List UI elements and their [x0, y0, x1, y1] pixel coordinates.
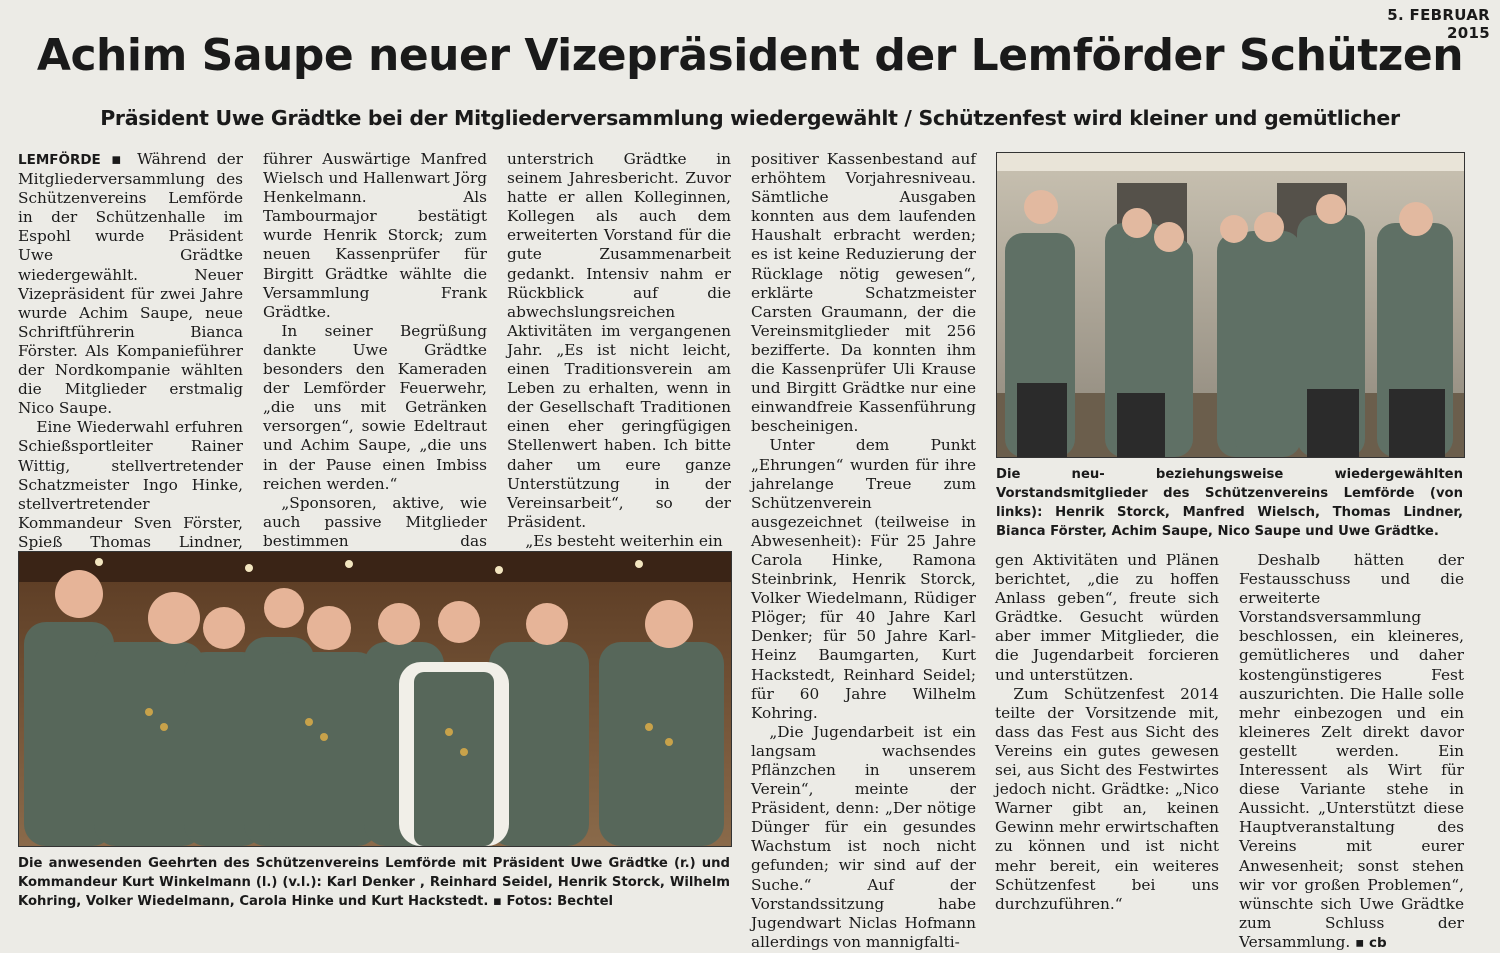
article-column-1 [18, 150, 243, 551]
article-column-3 [507, 150, 731, 550]
photo-credit: ▪ Fotos: Bechtel [492, 894, 614, 909]
honorees-illustration [19, 552, 731, 846]
paragraph: positiver Kassenbestand auf erhöhtem Vorjahresniveau. Sämtliche Ausgaben konnten aus dem laufenden Haushalt erbracht werden; es ist keine Reduzierung der Rücklage nötig gewesen“, erklärte Schatzmeister Carsten Graumann, der die Vereinsmitglieder mit 256 bezifferte. Da konnten ihm die Kassenprüfer Uli Krause und Birgitt Grädtke nur eine einwandfreie Kassenführung bescheinigen. [751, 150, 976, 436]
caption-text: Die anwesenden Geehrten des Schützenvereins Lemförde mit Präsident Uwe Grädtke (r.) und Kommandeur Kurt Winkelmann (l.) (v.l.): Karl Denker , Reinhard Seidel, Henrik Storck, Wilhelm Kohring, Volker Wiedelmann, Carola Hinke und Kurt Hackstedt. [18, 856, 730, 909]
board-members-illustration [997, 153, 1464, 457]
headline: Achim Saupe neuer Vizepräsident der Lemförder Schützen [36, 30, 1464, 81]
paragraph: In seiner Begrüßung dankte Uwe Grädtke besonders den Kameraden der Lemförder Feuerwehr, „die uns mit Getränken versorgen“, sowie Edeltraut und Achim Saupe, „die uns in der Pause einen Imbiss reichen werden.“ [263, 321, 487, 493]
paragraph: Deshalb hätten der Festausschuss und die erweiterte Vorstandsversammlung beschlossen, ein kleineres, gemütlicheres und daher kostengünstigeres Fest auszurichten. Die Halle solle mehr einbezogen und ein kleineres Zelt direkt davor gestellt werden. Ein Interessent als Wirt für diese Variante stehe in Aussicht. „Unterstützt diese Hauptveranstaltung des Vereins mit eurer Anwesenheit; sonst stehen wir vor großen Problemen“, wünschte sich Uwe Grädtke zum Schluss der Versammlung. [1239, 551, 1464, 951]
photo-caption-board: Die neu- beziehungsweise wiedergewählten Vorstandsmitglieder des Schützenvereins Lemförde (von links): Henrik Storck, Manfred Wielsch, Thomas Lindner, Bianca Förster, Achim Saupe, Nico Saupe und Uwe Grädtke. [996, 467, 1463, 539]
paragraph: führer Auswärtige Manfred Wielsch und Hallenwart Jörg Henkelmann. Als Tambourmajor bestätigt wurde Henrik Storck; zum neuen Kassenprüfer für Birgitt Grädtke wählte die Versammlung Frank Grädtke. [263, 150, 487, 321]
subheadline: Präsident Uwe Grädtke bei der Mitgliederversammlung wiedergewählt / Schützenfest wird kleiner und gemütlicher [100, 106, 1400, 130]
paragraph: Unter dem Punkt „Ehrungen“ wurden für ihre jahrelange Treue zum Schützenverein ausgezeichnet (teilweise in Abwesenheit): Für 25 Jahre Carola Hinke, Ramona Steinbrink, Henrik Storck, Volker Wiedelmann, Rüdiger Plöger; für 40 Jahre Karl Denker; für 50 Jahre Karl-Heinz Baumgarten, Kurt Hackstedt, Reinhard Seidel; für 60 Jahre Wilhelm Kohring. [751, 436, 976, 722]
paragraph: Zum Schützenfest 2014 teilte der Vorsitzende mit, dass das Fest aus Sicht des Vereins ein gutes gewesen sei, aus Sicht des Festwirtes jedoch nicht. Grädtke: „Nico Warner gibt an, keinen Gewinn mehr erwirtschaften zu können und ist nicht mehr bereit, ein weiteres Schützenfest bei uns durchzuführen.“ [995, 684, 1219, 913]
date-label: 5. FEBRUAR 2015 [1387, 6, 1490, 42]
paragraph: „Es besteht weiterhin ein [525, 531, 723, 550]
photo-caption-honorees [18, 854, 730, 911]
paragraph: Während der Mitgliederversammlung des Schützenvereins Lemförde in der Schützenhalle im Espohl wurde Präsident Uwe Grädtke wiedergewählt. Neuer Vizepräsident für zwei Jahre wurde Achim Saupe, neue Schriftführerin Bianca Förster. Als Kompanieführer der Nordkompanie wählten die Mitglieder erstmalig Nico Saupe. [18, 150, 243, 418]
article-column-6 [1239, 551, 1464, 951]
paragraph: „Die Jugendarbeit ist ein langsam wachsendes Pflänzchen in unserem Verein“, meinte der Präsident, denn: „Der nötige Dünger für ein gesundes Wachstum ist noch nicht gefunden; wir sind auf der Suche.“ Auf der Vorstandssitzung habe Jugendwart Niclas Hofmann allerdings von mannigfalti- [751, 722, 976, 951]
paragraph: „Sponsoren, aktive, wie auch passive Mitglieder bestimmen das [263, 493, 487, 550]
paragraph: Eine Wiederwahl erfuhren Schießsportleiter Rainer Wittig, stellvertretender Schatzmeister Ingo Hinke, stellvertretender Kommandeur Sven Förster, Spieß Thomas Lindner, [18, 418, 243, 551]
dateline-separator: ▪ [111, 150, 127, 168]
dateline: LEMFÖRDE [18, 152, 101, 168]
photo-board-members [996, 152, 1465, 458]
article-column-2 [263, 150, 487, 550]
author-signature: ▪ cb [1355, 934, 1387, 951]
article-column-5 [995, 551, 1219, 915]
photo-honorees [18, 551, 732, 847]
paragraph: unterstrich Grädtke in seinem Jahresbericht. Zuvor hatte er allen Kolleginnen, Kollegen als auch dem erweiterten Vorstand für die gute Zusammenarbeit gedankt. Intensiv nahm er Rückblick auf die abwechslungsreichen Aktivitäten im vergangenen Jahr. „Es ist nicht leicht, einen Traditionsverein am Leben zu erhalten, wenn in der Gesellschaft Traditionen einen eher geringfügigen Stellenwert haben. Ich bitte daher um eure ganze Unterstützung in der Vereinsarbeit“, so der Präsident. [507, 150, 731, 531]
article-column-4 [751, 150, 976, 951]
paragraph: gen Aktivitäten und Plänen berichtet, „die zu hoffen Anlass geben“, freute sich Grädtke. Gesucht würden aber immer Mitglieder, die die Jugendarbeit forcieren und unterstützen. [995, 551, 1219, 684]
